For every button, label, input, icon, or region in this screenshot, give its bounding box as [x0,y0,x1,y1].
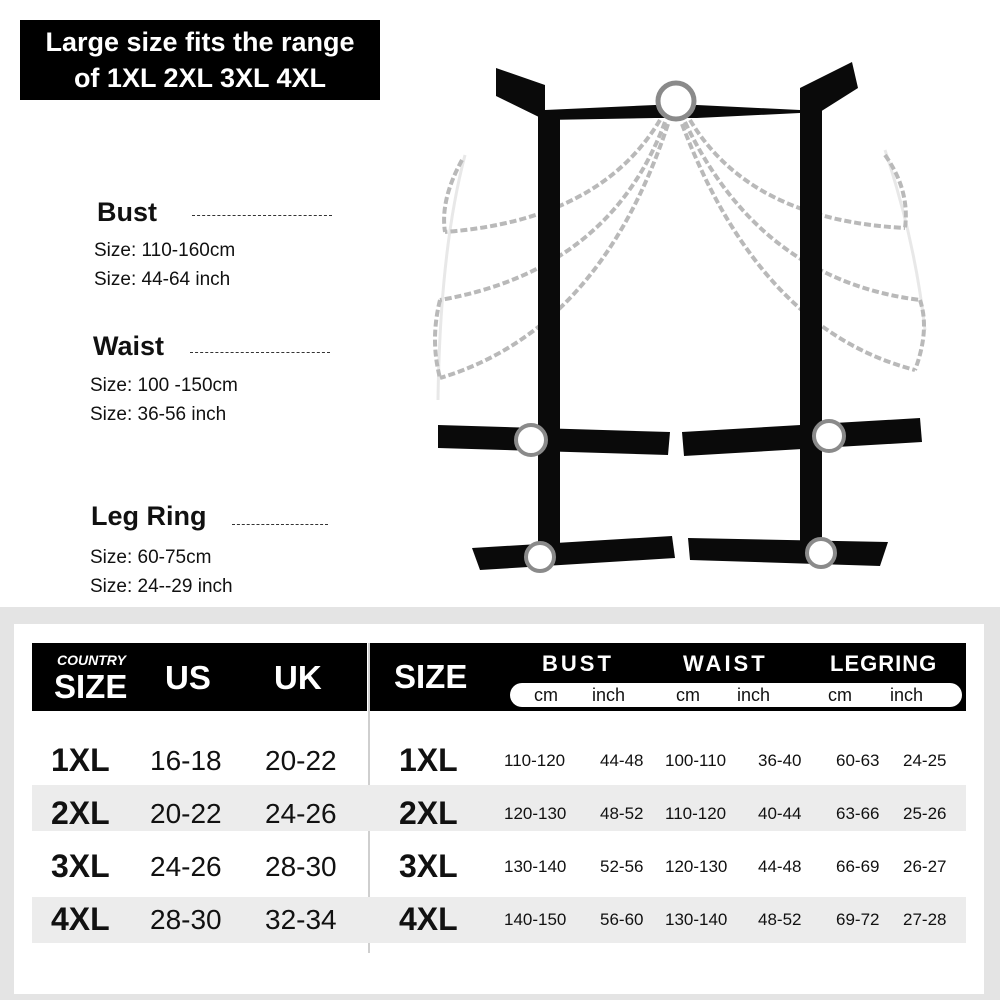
row-waist-inch: 44-48 [758,857,802,876]
row-us: 24-26 [150,851,222,882]
row-us: 16-18 [150,745,222,776]
row-leg-inch: 27-28 [903,910,947,929]
size-label: SIZE [54,668,128,705]
row-size: 3XL [51,848,110,884]
leg-ring-title: Leg Ring [91,501,207,531]
row-bust-cm: 130-140 [504,857,567,876]
row-waist-cm: 120-130 [665,857,728,876]
row-bust-inch: 56-60 [600,910,644,929]
row-uk: 32-34 [265,904,337,935]
unit-bar [510,683,962,707]
waist-header: WAIST [683,651,768,676]
measurement-header [370,643,966,711]
size-table-panel [0,607,1000,1000]
row-us: 20-22 [150,798,222,829]
row-size-right: 3XL [399,848,458,884]
waist-inch: Size: 36-56 inch [90,404,227,425]
row-leg-cm: 63-66 [836,804,880,823]
row-size-right: 1XL [399,742,458,778]
bust-title: Bust [97,197,157,227]
row-uk: 20-22 [265,745,337,776]
lower-ring-left [526,543,554,571]
row-leg-inch: 26-27 [903,857,947,876]
row-uk: 24-26 [265,798,337,829]
row-size: 4XL [51,901,110,937]
upper-ring-right [814,421,844,451]
unit-waist-cm: cm [676,685,700,705]
row-waist-cm: 110-120 [665,804,727,823]
row-bust-inch: 44-48 [600,751,644,770]
lower-ring-right [807,539,835,567]
hip-outline-left [438,155,465,400]
legring-header: LEGRING [830,651,938,676]
row-us: 28-30 [150,904,222,935]
us-header: US [165,659,211,696]
row-size-right: 2XL [399,795,458,831]
row-size: 1XL [51,742,110,778]
uk-header: UK [274,659,322,696]
upper-ring-left [516,425,546,455]
row-bust-cm: 140-150 [504,910,567,929]
unit-waist-inch: inch [737,685,771,705]
unit-leg-inch: inch [890,685,924,705]
row-bust-inch: 52-56 [600,857,644,876]
bust-inch: Size: 44-64 inch [94,269,231,290]
unit-leg-cm: cm [828,685,852,705]
row-waist-cm: 130-140 [665,910,728,929]
row-size: 2XL [51,795,110,831]
lower-leg-strap-left [472,536,675,570]
row-size-right: 4XL [399,901,458,937]
upper-leg-strap-left [438,425,670,455]
row-leg-cm: 66-69 [836,857,880,876]
row-waist-inch: 36-40 [758,751,802,770]
waist-dash-line [190,352,330,353]
row-leg-cm: 69-72 [836,910,880,929]
row-waist-inch: 40-44 [758,804,802,823]
vertical-strap-left [538,110,560,550]
row-uk: 28-30 [265,851,337,882]
row-bust-inch: 48-52 [600,804,644,823]
waist-cm: Size: 100 -150cm [90,375,238,396]
leg-ring-dash-line [232,524,328,525]
size-range-banner [20,20,380,100]
vertical-strap-right [800,110,822,550]
row-leg-cm: 60-63 [836,751,880,770]
unit-bust-cm: cm [534,685,558,705]
row-leg-inch: 24-25 [903,751,947,770]
size-header: SIZE [394,658,468,695]
waist-title: Waist [93,331,165,361]
unit-bust-inch: inch [592,685,626,705]
banner-line-2: of 1XL 2XL 3XL 4XL [73,63,327,93]
row-bust-cm: 120-130 [504,804,567,823]
lower-leg-strap-right [688,538,888,566]
bust-header: BUST [542,651,614,676]
bust-dash-line [192,215,332,216]
row-bust-cm: 110-120 [504,751,566,770]
row-waist-cm: 100-110 [665,751,727,770]
leg-ring-cm: Size: 60-75cm [90,547,212,568]
row-waist-inch: 48-52 [758,910,802,929]
size-table [14,624,984,994]
harness-illustration [420,40,960,600]
bust-cm: Size: 110-160cm [94,240,236,261]
banner-line-1: Large size fits the range [45,27,355,57]
country-size-header [32,643,367,711]
country-label: COUNTRY [57,652,126,668]
leg-ring-inch: Size: 24--29 inch [90,576,233,597]
row-leg-inch: 25-26 [903,804,947,823]
center-ring [658,83,694,119]
